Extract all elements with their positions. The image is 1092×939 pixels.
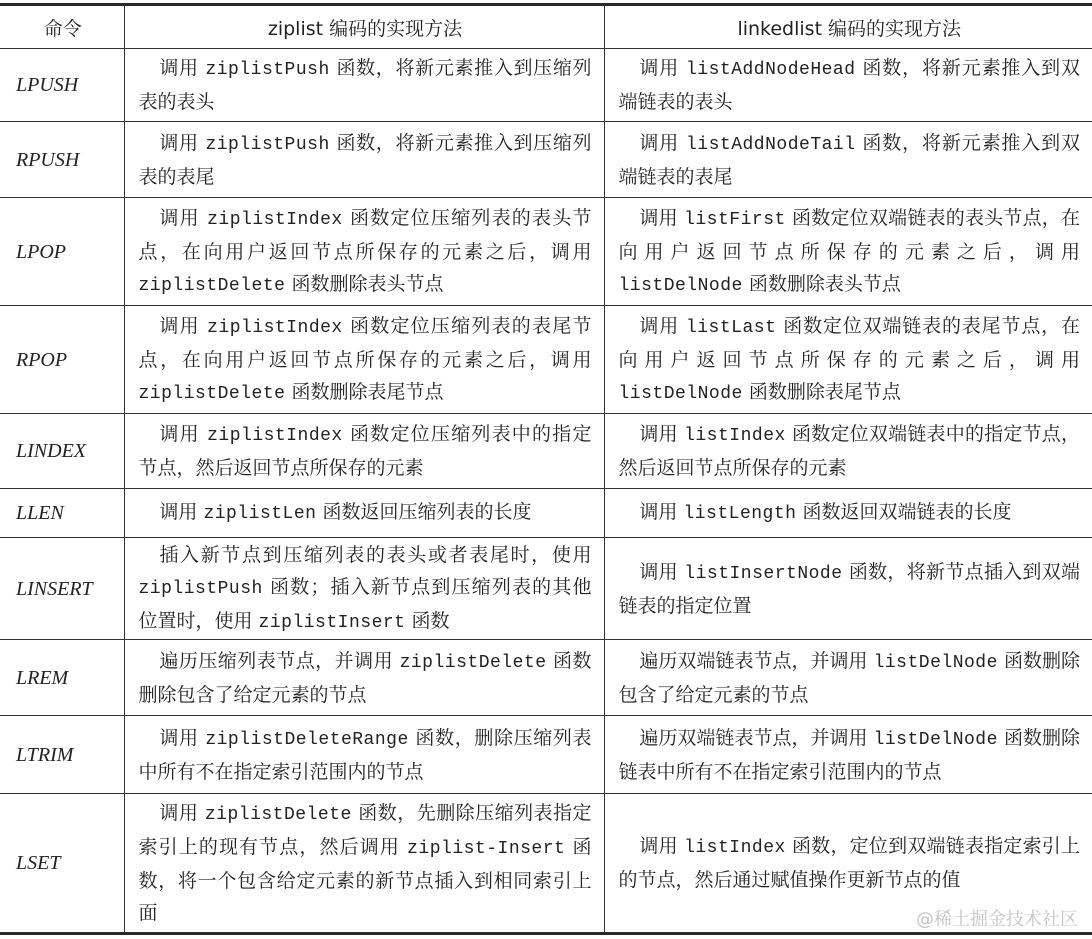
ziplist-impl-cell (124, 414, 604, 489)
description-text: 函数，定位到双端链表指定索引上的节点，然后通过赋值操作更新节点的值 (618, 835, 1081, 891)
function-name: ziplistIndex (207, 426, 343, 446)
function-name: listIndex (684, 426, 786, 446)
description-text: 函数定位压缩列表中的指定节点，然后返回节点所保存的元素 (138, 423, 592, 479)
table-row (0, 489, 1092, 538)
description-text: 调用 (639, 835, 685, 857)
function-name: ziplistIndex (207, 317, 343, 338)
command-cell: RPUSH (0, 122, 124, 198)
linkedlist-impl-cell (604, 538, 1092, 640)
description-text: 函数删除表头节点 (285, 272, 444, 295)
description-text: 函数定位压缩列表的表尾节点，在向用户返回节点所保存的元素之后，调用 (138, 314, 592, 371)
description-text: 调用 (159, 726, 206, 749)
table-row (0, 122, 1092, 198)
header-linkedlist: linkedlist 编码的实现方法 (604, 5, 1092, 49)
header-command: 命令 (0, 5, 124, 49)
function-name: ziplistDelete (399, 652, 547, 673)
linkedlist-impl-cell (604, 489, 1092, 538)
function-name: listLength (683, 504, 797, 524)
function-name: listDelNode (873, 652, 998, 673)
ziplist-impl-cell (124, 122, 604, 198)
description-text: 函数定位压缩列表的表头节点，在向用户返回节点所保存的元素之后，调用 (138, 206, 592, 263)
description-text: 调用 (159, 57, 206, 79)
function-name: ziplistDeleteRange (205, 729, 409, 750)
description-text: 函数，将新元素推入到压缩列表的表头 (138, 57, 592, 113)
description-text: 调用 (639, 57, 686, 79)
function-name: ziplistLen (203, 504, 317, 524)
function-name: listDelNode (873, 729, 998, 750)
function-name: listAddNodeTail (686, 134, 856, 155)
watermark: @稀土掘金技术社区 (916, 909, 1078, 930)
command-cell: RPOP (0, 306, 124, 414)
function-name: ziplistDelete (204, 805, 352, 825)
description-text: 函数 (405, 609, 450, 632)
header-row (0, 5, 1092, 49)
function-name: ziplistIndex (207, 209, 343, 230)
function-name: ziplistInsert (258, 612, 406, 633)
description-text: 遍历双端链表节点，并调用 (639, 726, 874, 749)
linkedlist-impl-cell (604, 414, 1092, 489)
table-row (0, 538, 1092, 640)
command-cell: LREM (0, 640, 124, 716)
ziplist-impl-cell (124, 640, 604, 716)
function-name: ziplist-Insert (407, 839, 566, 859)
description-text: 函数删除包含了给定元素的节点 (138, 649, 592, 706)
function-name: ziplistPush (205, 60, 330, 80)
description-text: 函数删除表尾节点 (285, 380, 444, 403)
table-row (0, 640, 1092, 716)
description-text: 调用 (159, 131, 206, 154)
description-text: 调用 (639, 131, 686, 154)
function-name: listIndex (684, 838, 786, 858)
function-name: ziplistDelete (138, 275, 286, 296)
ziplist-impl-cell (124, 306, 604, 414)
command-cell: LINSERT (0, 538, 124, 640)
description-text: 调用 (639, 560, 685, 583)
function-name: listDelNode (618, 275, 743, 296)
ziplist-impl-cell (124, 716, 604, 794)
description-text: 插入新节点到压缩列表的表头或者表尾时，使用 (159, 543, 592, 566)
function-name: listDelNode (618, 383, 743, 404)
command-cell: LSET (0, 794, 124, 934)
table-row (0, 716, 1092, 794)
description-text: 遍历压缩列表节点，并调用 (159, 649, 400, 672)
table-row (0, 49, 1092, 122)
description-text: 函数定位双端链表中的指定节点，然后返回节点所保存的元素 (618, 423, 1081, 479)
description-text: 函数返回双端链表的长度 (796, 501, 1012, 523)
description-text: 函数，将新节点插入到双端链表的指定位置 (618, 560, 1080, 617)
description-text: 函数删除包含了给定元素的节点 (618, 649, 1080, 706)
linkedlist-impl-cell (604, 640, 1092, 716)
ziplist-impl-cell (124, 49, 604, 122)
table-row (0, 414, 1092, 489)
function-name: ziplistDelete (138, 383, 286, 404)
command-cell: LPUSH (0, 49, 124, 122)
function-name: ziplistPush (138, 578, 263, 599)
description-text: 调用 (159, 501, 204, 523)
linkedlist-impl-cell (604, 716, 1092, 794)
description-text: 函数；插入新节点到压缩列表的其他位置时，使用 (138, 575, 592, 632)
ziplist-impl-cell (124, 489, 604, 538)
function-name: listLast (685, 317, 777, 338)
description-text: 调用 (159, 206, 208, 229)
list-encoding-table (0, 3, 1092, 935)
description-text: 调用 (639, 423, 685, 445)
function-name: listAddNodeHead (686, 60, 856, 80)
command-cell: LINDEX (0, 414, 124, 489)
table-row (0, 198, 1092, 306)
function-name: listFirst (684, 209, 786, 230)
ziplist-impl-cell (124, 538, 604, 640)
linkedlist-impl-cell (604, 306, 1092, 414)
linkedlist-impl-cell (604, 122, 1092, 198)
description-text: 调用 (639, 501, 684, 523)
description-text: 函数删除表尾节点 (742, 380, 901, 403)
description-text: 函数，将新元素推入到压缩列表的表尾 (138, 131, 592, 188)
description-text: 函数返回压缩列表的长度 (316, 501, 532, 523)
description-text: 函数删除链表中所有不在指定索引范围内的节点 (618, 726, 1080, 783)
description-text: 函数，将一个包含给定元素的新节点插入到相同索引上面 (138, 836, 592, 924)
description-text: 调用 (639, 314, 686, 337)
description-text: 函数，将新元素推入到双端链表的表头 (618, 57, 1080, 113)
command-cell: LPOP (0, 198, 124, 306)
linkedlist-impl-cell (604, 198, 1092, 306)
table-body (0, 49, 1092, 934)
header-ziplist: ziplist 编码的实现方法 (124, 5, 604, 49)
description-text: 调用 (159, 802, 205, 824)
description-text: 函数删除表头节点 (742, 272, 901, 295)
linkedlist-impl-cell (604, 49, 1092, 122)
description-text: 调用 (159, 314, 208, 337)
table-row (0, 306, 1092, 414)
command-cell: LTRIM (0, 716, 124, 794)
description-text: 遍历双端链表节点，并调用 (639, 649, 874, 672)
description-text: 函数，将新元素推入到双端链表的表尾 (618, 131, 1080, 188)
description-text: 函数定位双端链表的表头节点，在向用户返回节点所保存的元素之后，调用 (618, 206, 1081, 263)
description-text: 调用 (639, 206, 685, 229)
ziplist-impl-cell (124, 794, 604, 934)
description-text: 函数定位双端链表的表尾节点，在向用户返回节点所保存的元素之后，调用 (618, 314, 1080, 371)
function-name: listInsertNode (684, 563, 843, 584)
description-text: 调用 (159, 423, 208, 445)
description-text: 函数，先删除压缩列表指定索引上的现有节点，然后调用 (138, 802, 592, 858)
function-name: ziplistPush (205, 134, 330, 155)
command-cell: LLEN (0, 489, 124, 538)
ziplist-impl-cell (124, 198, 604, 306)
description-text: 函数，删除压缩列表中所有不在指定索引范围内的节点 (138, 726, 592, 783)
